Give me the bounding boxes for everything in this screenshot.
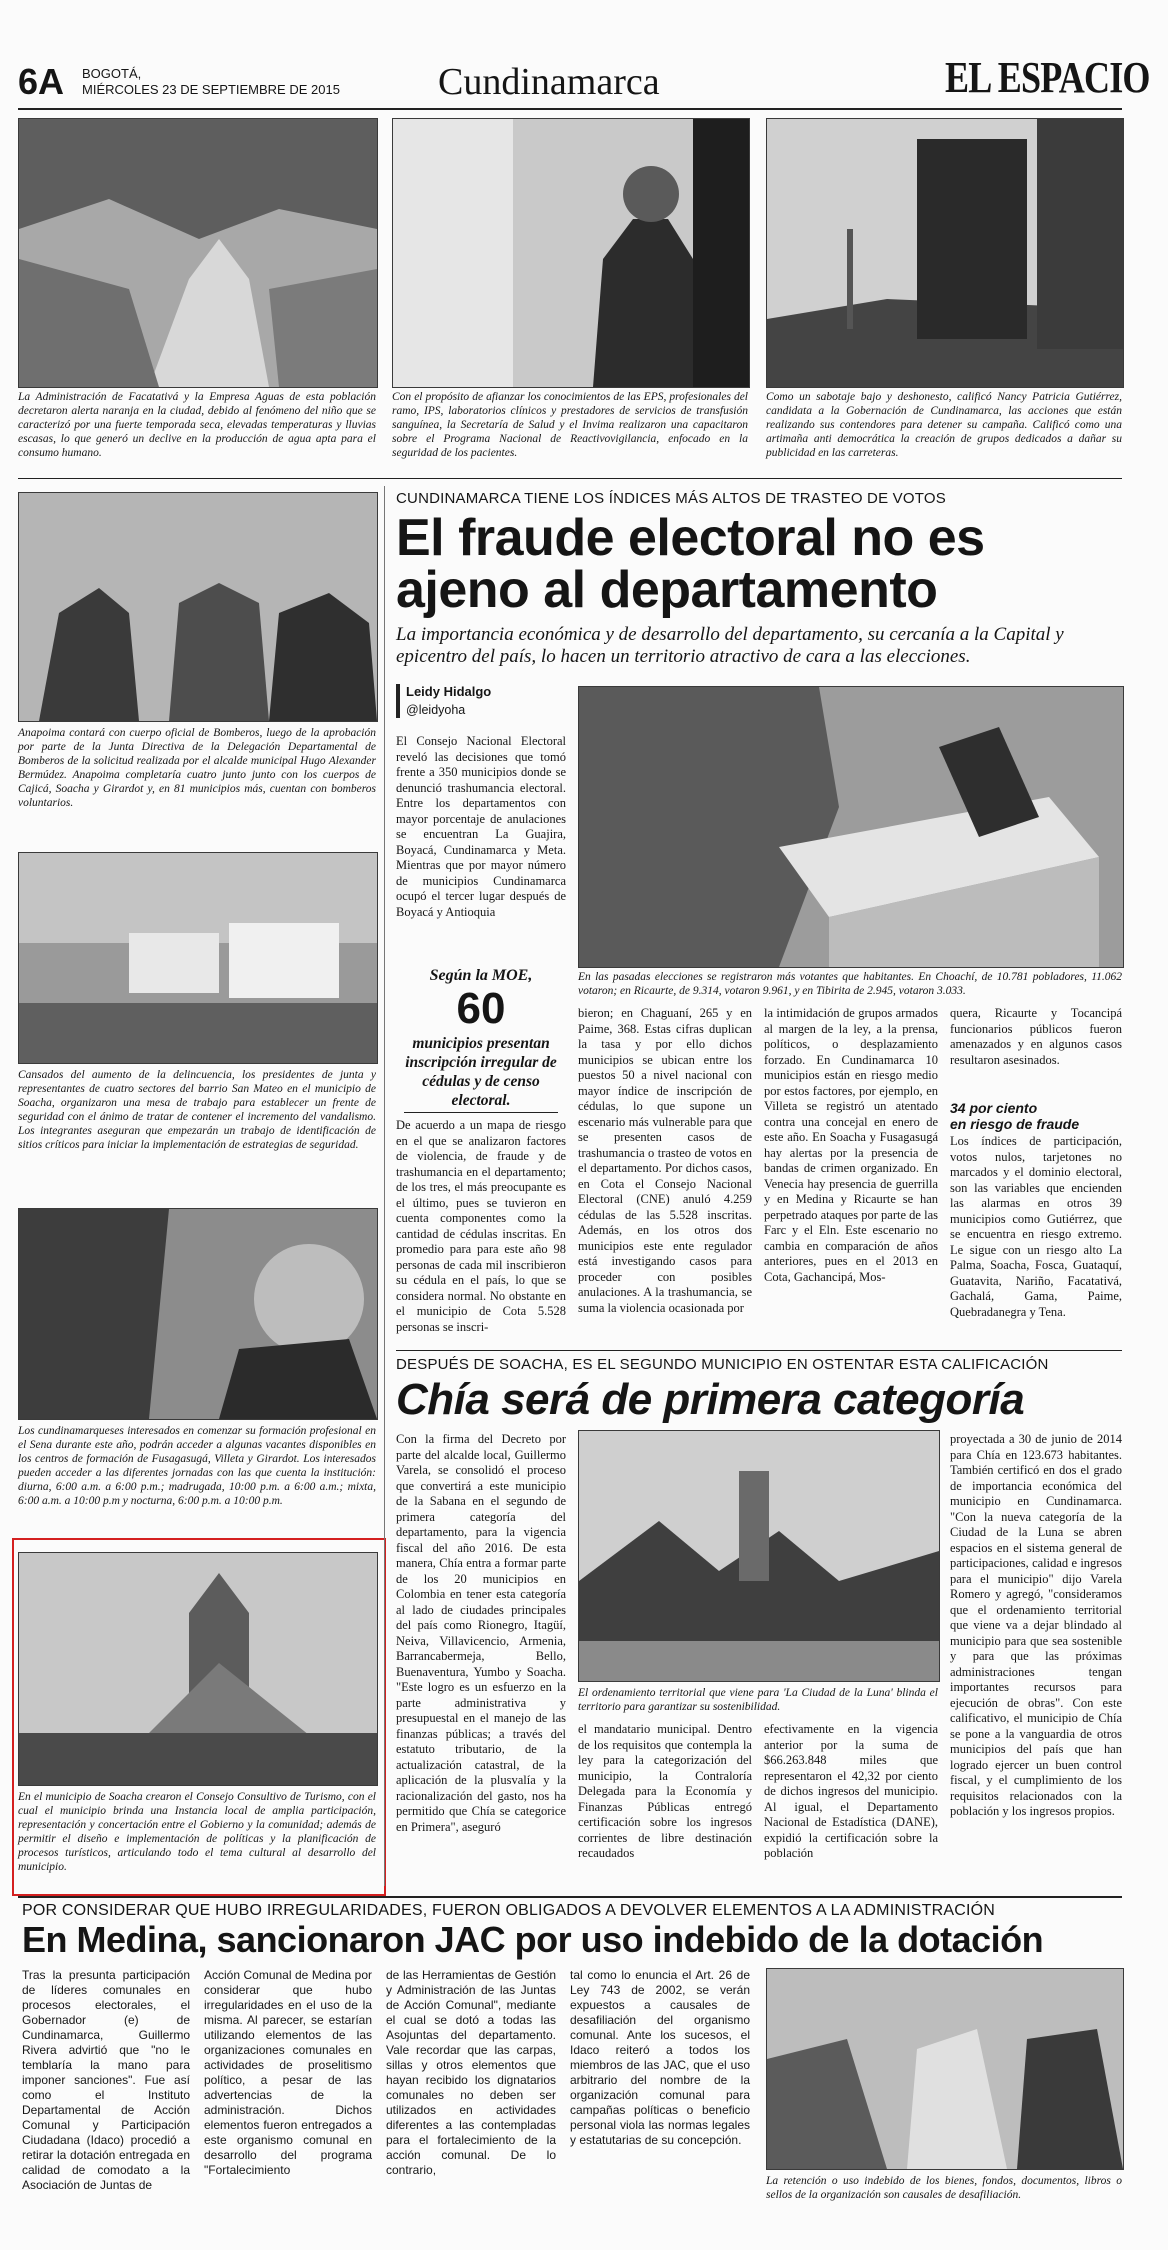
pull-quote-rule (404, 1112, 558, 1113)
photo-ballot-box (578, 686, 1124, 968)
article1-bottom-rule (396, 1350, 1122, 1351)
caption-soacha-tourism: En el municipio de Soacha crearon el Consejo Consultivo de Turismo, con el cual el municipio brinda una Instancia local de amplia participación, representación y concertación entre el Gobierno y la comunidad; además de permitir el diseño e implementación de políticas y la planificación de procesos turísticos, articulando todo el tema cultural al desarrollo del municipio. (18, 1791, 376, 1873)
photo-campaign-billboards (766, 118, 1124, 388)
section-title: Cundinamarca (438, 61, 660, 103)
article1-col4a: quera, Ricaurte y Tocancipá funcionarios públicos fueron amenazados y en algunos casos resultaron asesinados. (950, 1006, 1122, 1067)
article2-photo-caption: El ordenamiento territorial que viene para 'La Ciudad de la Luna' blinda el territorio para garantizar su sostenibilidad. (578, 1687, 938, 1713)
article2-col1: Con la firma del Decreto por parte del alcalde local, Guillermo Varela, se consolidó el proceso que convertirá a este municipio de la Sabana en el segundo de primera categoría del departamento, para la vigencia fiscal del año 2016. De esta manera, Chía entra a formar parte de los 20 municipios en Colombia en tener esta categoría al lado de ciudades principales del país como Rionegro, Itagüí, Neiva, Villavicencio, Armenia, Barrancabermeja, Bello, Buenaventura, Yumbo y Soacha. "Este logro es un esfuerzo en la parte administrativa y presupuestal en el manejo de las finanzas públicas; a través del estatuto tributario, de la actualización catastral, de la aplicación de la plusvalía y la racionalización del gasto, nos ha permitido que Chía se categorice en Primera", aseguró (396, 1432, 566, 1834)
article2-bottom-rule (18, 1896, 1122, 1898)
article3-photo-caption: La retención o uso indebido de los bienes, fondos, documentos, libros o sellos de la organización son causales de desafiliación. (766, 2175, 1122, 2201)
article3-col4: tal como lo enuncia el Art. 26 de Ley 743 de 2002, se verán expuestos a causales de desafiliación del organismo comunal. Ante los sucesos, el Idaco reiteró a todos los miembros de las JAC, que el uso arbitrario del nombre de la organización comunal para campañas políticas o beneficio personal viola las normas legales y estatutarias de su concepción. (570, 1968, 750, 2147)
article2-headline: Chía será de primera categoría (396, 1375, 1025, 1424)
article1-headline-line2: ajeno al departamento (396, 561, 938, 619)
article1-subhead-1: 34 por ciento (950, 1100, 1038, 1116)
caption-health: Con el propósito de afianzar los conocimientos de las EPS, profesionales del ramo, IPS, laboratorios clínicos y prestadores de servicios de transfusión sanguínea, la Secretaría de Salud y el Invima realizaron una capacitaron sobre el Programa Nacional de Reactivovigilancia, enfocado en la seguridad de los pacientes. (392, 391, 748, 459)
article1-col2: bieron; en Chaguaní, 265 y en Paime, 368. Estas cifras duplican la tasa y por ello dichos municipios se ubican entre los puestos 50 a nivel nacional con mayor índice de inscripción de cédulas, lo que supone un escenario más vulnerable para que se presenten casos de trashumancia o trasteo de votos en el departamento. Por dichos casos, en Cota el Consejo Nacional Electoral (CNE) anuló 4.259 cédulas de las 5.528 inscritas. Además, en los otros dos municipios este ente regulador está investigando casos para proceder con posibles anulaciones. A la trashumancia, se suma la violencia ocasionada por (578, 1006, 752, 1315)
pull-quote-top: Según la MOE, (429, 967, 533, 984)
left-column-divider (384, 486, 385, 1886)
caption-soacha-security: Cansados del aumento de la delincuencia, los presidentes de junta y representantes de cuatro sectores del barrio San Mateo en el municipio de Soacha, organizaron una mesa de trabajo para establecer un frente de seguridad con el ánimo de tratar de contener el incremento del vandalismo. Los integrantes aseguran que empezarán un trabajo de identificación de sitios críticos para iniciar la implementación de estrategias de seguridad. (18, 1069, 376, 1151)
article3-col2: Acción Comunal de Medina por considerar que hubo irregularidades en el uso de la misma. Al parecer, se estarían utilizando elementos de las organizaciones comunales en actividades de proselitismo político, a pesar de las advertencias de la administración. Dichos elementos fueron entregados a este organismo comunal en desarrollo del programa "Fortalecimiento (204, 1968, 372, 2177)
photo-sena-training (18, 1208, 378, 1420)
caption-sena: Los cundinamarqueses interesados en comenzar su formación profesional en el Sena durante este año, podrán acceder a algunas vacantes disponibles en los centros de formación de Fusagasugá, Villeta y Girardot. Los interesados pueden acceder a las diferentes jornadas con las que cuenta la institución: diurna, 6:00 a.m. a 6:00 p.m.; madrugada, 10:00 p.m. a 6:00 a.m.; mixta, 6:00 a.m. a 10:00 p.m y nocturna, 6:00 p.m. a 10:00 p.m. (18, 1425, 376, 1507)
article1-headline-line1: El fraude electoral no es (396, 509, 985, 567)
article1-col4b: Los índices de participación, votos nulos, tarjetones no marcados y el dominio electoral, son las variables que encienden las alarmas en otros 39 municipios como Gutiérrez, que se encuentra en riesgo extremo. Le sigue con un riesgo alto La Palma, Soacha, Fosca, Guataquí, Guatavita, Nariño, Facatativá, Gachalá, Gama, Paime, Quebradanegra y Tena. (950, 1134, 1122, 1319)
header-date: MIÉRCOLES 23 DE SEPTIEMBRE DE 2015 (82, 82, 340, 97)
photo-chia-plaza (578, 1430, 940, 1682)
article3-kicker: POR CONSIDERAR QUE HUBO IRREGULARIDADES, FUERON OBLIGADOS A DEVOLVER ELEMENTOS A LA ADMINISTRACIÓN (22, 1902, 996, 1919)
masthead-logo: EL ESPACIO (945, 53, 1150, 102)
photo-medina-meeting (766, 1968, 1124, 2170)
header-city: BOGOTÁ, (82, 66, 142, 81)
article2-col3: efectivamente en la vigencia anterior por la suma de $66.263.848 miles que representaron el 42,32 por ciento de dichos ingresos del municipio. Al igual, el Departamento Nacional de Estadística (DANE), expidió la certificación sobre la población (764, 1722, 938, 1860)
article1-col1: De acuerdo a un mapa de riesgo en el que se analizaron factores de violencia, de fraude y de trashumancia en el departamento; de los tres, el más preocupante es el último, pues se tuvieron en cuenta componentes como la cantidad de cédulas inscritas. En promedio para para este año 98 personas de cada mil inscribieron su cédula en el país, lo que se considera normal. No obstante en el municipio de Cota 5.528 personas se inscri- (396, 1118, 566, 1334)
article1-handle: @leidyoha (406, 703, 466, 717)
pull-quote-bottom: municipios presentan inscripción irregular de cédulas y de censo electoral. (405, 1035, 557, 1109)
article1-author: Leidy Hidalgo (406, 684, 492, 699)
article1-author-bar (396, 684, 400, 718)
photo-facatativa-river (18, 118, 378, 388)
article1-lead: El Consejo Nacional Electoral reveló las decisiones que tomó frente a 350 municipios donde se denunció trashumancia electoral. Entre los departamentos con mayor porcentaje de anulaciones se encuentran La Guajira, Boyacá, Cundinamarca y Meta. Mientras que por mayor número de municipios Cundinamarca ocupó el tercer lugar después de Boyacá y Antioquia (396, 734, 566, 919)
caption-campaign: Como un sabotaje bajo y deshonesto, calificó Nancy Patricia Gutiérrez, candidata a la Gobernación de Cundinamarca, las acciones que están realizando sus contendores para detener su campaña. Calificó como una artimaña anti democrática la creación de grupos dedicados a dañar su publicidad en las carreteras. (766, 391, 1122, 459)
article2-col4: proyectada a 30 de junio de 2014 para Chía en 123.673 habitantes. También certificó en dos el grado de importancia económica del municipio en Cundinamarca. "Con la nueva categoría de la Ciudad de la Luna se abren espacios en el sistema general de participaciones, calidad e ingresos para el municipio" dijo Varela Romero y agregó, "consideramos que el ordenamiento territorial que viene va a dejar blindado al municipio para que sea sostenible y para que las próximas administraciones tengan importantes recursos para ejecución de obras". Con este calificativo, el municipio de Chía se pone a la vanguardia de otros municipios del país que han logrado ejercer un buen control fiscal, y el cumplimiento de los requisitos relacionados con la población y los ingresos propios. (950, 1432, 1122, 1818)
header-rule (18, 108, 1122, 110)
article3-col1: Tras la presunta participación de líderes comunales en procesos electorales, el Gobernador (e) de Cundinamarca, Guillermo Rivera advirtió que "no le temblaría la mano para imponer sanciones". Fue así como el Instituto Departamental de Acción Comunal y Participación Ciudadana (Idaco) procedió a retirar la dotación entregada en calidad de comodato a la Asociación de Juntas de (22, 1968, 190, 2192)
article1-kicker: CUNDINAMARCA TIENE LOS ÍNDICES MÁS ALTOS DE TRASTEO DE VOTOS (396, 490, 946, 507)
photo-anapoima-firefighters (18, 492, 378, 722)
photo-soacha-buses (18, 852, 378, 1064)
article2-kicker: DESPUÉS DE SOACHA, ES EL SEGUNDO MUNICIPIO EN OSTENTAR ESTA CALIFICACIÓN (396, 1356, 1049, 1373)
pull-quote-number: 60 (456, 984, 506, 1033)
article1-col3: la intimidación de grupos armados al margen de la ley, a la prensa, políticos, o desplazamiento forzado. En Cundinamarca 10 municipios están en riesgo medio por estos factores, por ejemplo, en Villeta se registró un atentado contra una concejal en enero de este año. En Soacha y Fusagasugá hay alertas por la presencia de bandas de crimen organizado. En Venecia hay presencia de guerrilla y en Medina y Ricaurte se han perpetrado ataques por parte de las Farc y el Eln. Este escenario no cambia en comparación de años anteriores, pues en el 2013 en Cota, Gachancipá, Mos- (764, 1006, 938, 1284)
article3-col3: de las Herramientas de Gestión y Administración de las Juntas de Acción Comunal", mediante el cual se dotó a todas las Asojuntas del departamento. Vale recordar que las carpas, sillas y otros elementos que hayan recibido los dignatarios comunales no deben ser utilizados en actividades diferentes a las contempladas para el fortalecimiento de la acción comunal. De lo contrario, (386, 1968, 556, 2177)
article1-photo-caption: En las pasadas elecciones se registraron más votantes que habitantes. En Choachí, de 10.781 pobladores, 11.062 votaron; en Ricaurte, de 9.314, votaron 9.961, y en Tibirita de 2.945, votaron 3.033. (578, 971, 1122, 997)
article1-subhead-2: en riesgo de fraude (950, 1116, 1080, 1132)
photo-soacha-church (18, 1552, 378, 1786)
caption-facatativa: La Administración de Facatativá y la Empresa Aguas de esta población decretaron alerta naranja en la ciudad, debido al fenómeno del niño que se caracterizó por una fuerte temporada seca, elevadas temperaturas y lluvias escasas, lo que generó un declive en la producción de agua apta para el consumo humano. (18, 391, 376, 459)
page-number: 6A (18, 61, 65, 102)
caption-anapoima: Anapoima contará con cuerpo oficial de Bomberos, luego de la aprobación por parte de la Junta Directiva de la Delegación Departamental de Bomberos de la solicitud realizada por el alcalde municipal Hugo Alexander Bermúdez. Anapoima completaría cuatro junto junto con los cuerpos de Cajicá, Soacha y Girardot y, en 81 municipios más, cuentan con bomberos voluntarios. (18, 727, 376, 809)
article2-col2: el mandatario municipal. Dentro de los requisitos que contempla la ley para la categorización del municipio, la Contraloría Delegada para la Economía y Finanzas Públicas entregó certificación sobre los ingresos corrientes de libre destinación recaudados (578, 1722, 752, 1860)
photo-health-speaker (392, 118, 750, 388)
top-row-rule (18, 478, 1122, 479)
article1-deck: La importancia económica y de desarrollo del departamento, su cercanía a la Capital y epicentro del país, lo hacen un territorio atractivo de cara a las elecciones. (396, 624, 1064, 667)
article3-headline: En Medina, sancionaron JAC por uso indebido de la dotación (22, 1919, 1044, 1960)
